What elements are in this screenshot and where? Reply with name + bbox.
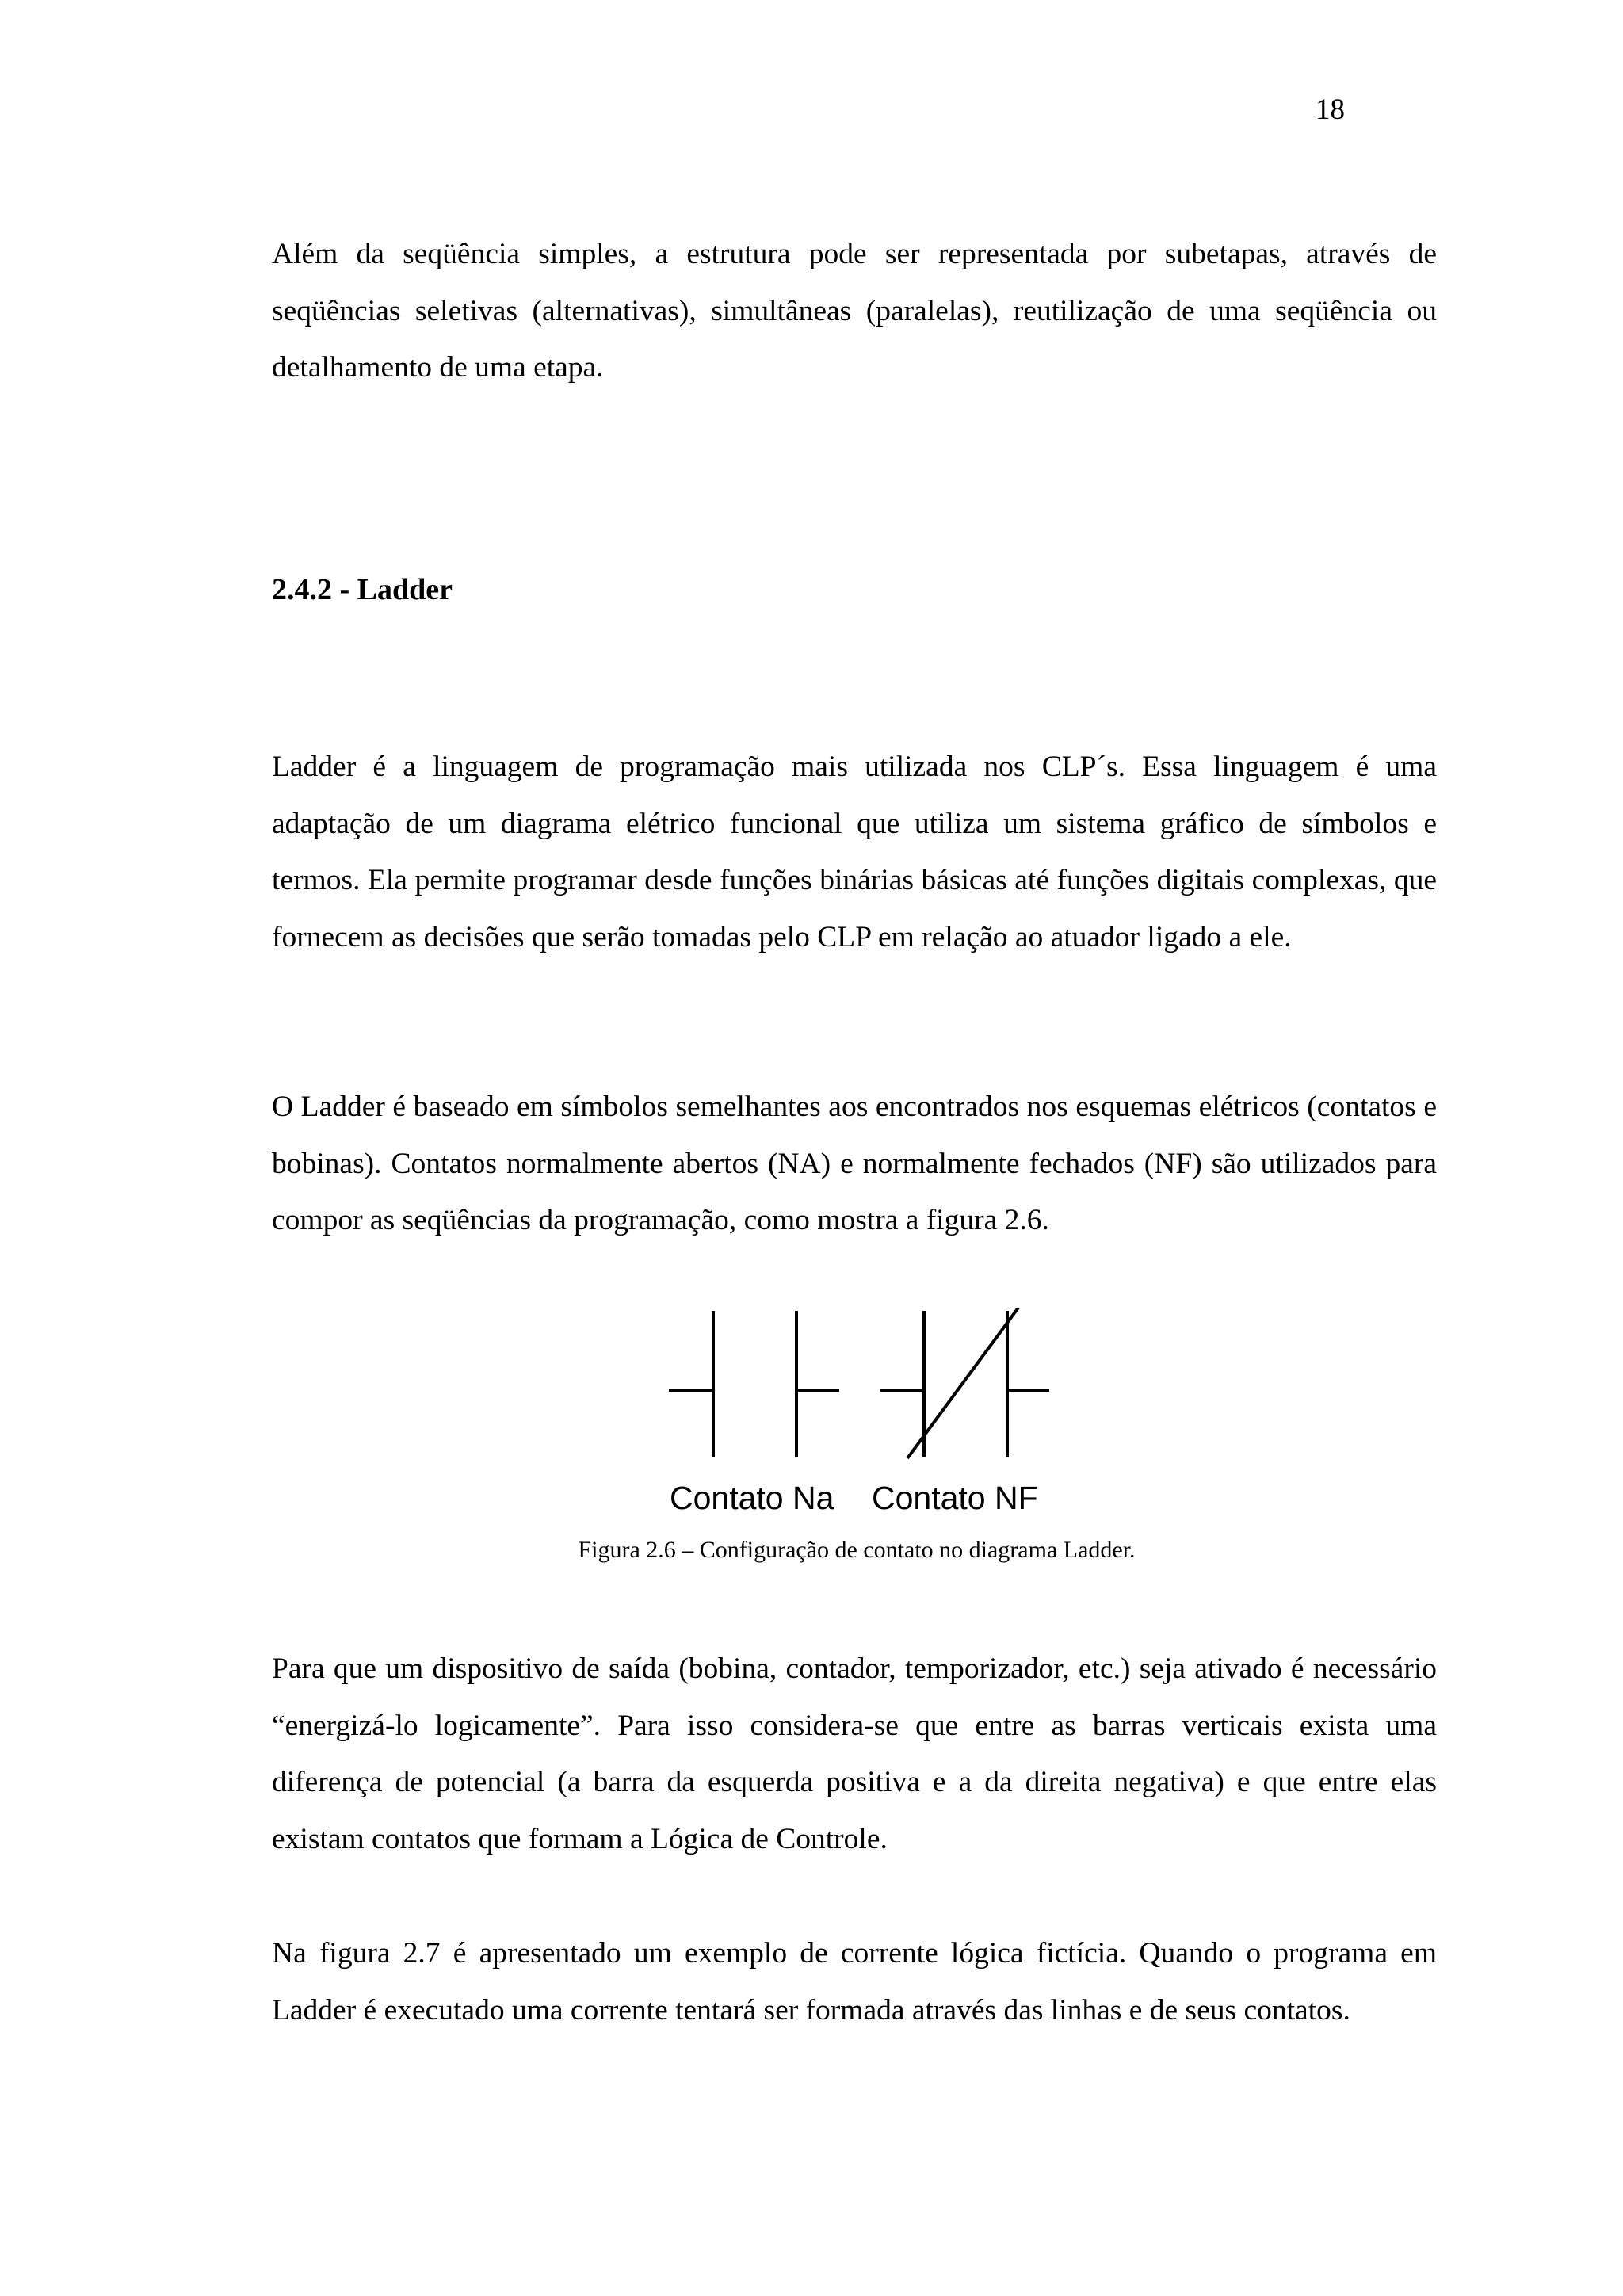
paragraph-logic-current: Na figura 2.7 é apresentado um exemplo de corrente lógica fictícia. Quando o programa em Ladder é executado uma corrente tentará ser formada através das linhas e de seus contatos. xyxy=(272,1937,1437,2027)
contact-na-label: Contato Na xyxy=(670,1480,834,1516)
contact-nf-symbol xyxy=(880,1308,1049,1458)
paragraph-output-device: Para que um dispositivo de saída (bobina, contador, temporizador, etc.) seja ativado é necessário “energizá-lo logicamente”. Para isso considera-se que entre as barras verticais exista uma diferença de potencial (a barra da esquerda positiva e a da direita negativa) e que entre elas existam contatos que formam a Lógica de Controle. xyxy=(272,1652,1437,1855)
paragraph-ladder-symbols: O Ladder é baseado em símbolos semelhantes aos encontrados nos esquemas elétricos (contatos e bobinas). Contatos normalmente abertos (NA) e normalmente fechados (NF) são utilizados para compor as seqüências da programação, como mostra a figura 2.6. xyxy=(272,1091,1437,1236)
figure-caption: Figura 2.6 – Configuração de contato no diagrama Ladder. xyxy=(578,1537,1136,1563)
contact-figure xyxy=(658,1308,1054,1530)
section-heading: 2.4.2 - Ladder xyxy=(272,573,453,606)
contact-na-symbol xyxy=(669,1311,839,1457)
page-number: 18 xyxy=(1316,94,1345,126)
contact-nf-label: Contato NF xyxy=(872,1480,1038,1516)
paragraph-ladder-definition: Ladder é a linguagem de programação mais utilizada nos CLP´s. Essa linguagem é uma adaptação de um diagrama elétrico funcional que utiliza um sistema gráfico de símbolos e termos. Ela permite programar desde funções binárias básicas até funções digitais complexas, que fornecem as decisões que serão tomadas pelo CLP em relação ao atuador ligado a ele. xyxy=(272,751,1437,953)
paragraph-intro: Além da seqüência simples, a estrutura pode ser representada por subetapas, através de seqüências seletivas (alternativas), simultâneas (paralelas), reutilização de uma seqüência ou detalhamento de uma etapa. xyxy=(272,238,1437,384)
